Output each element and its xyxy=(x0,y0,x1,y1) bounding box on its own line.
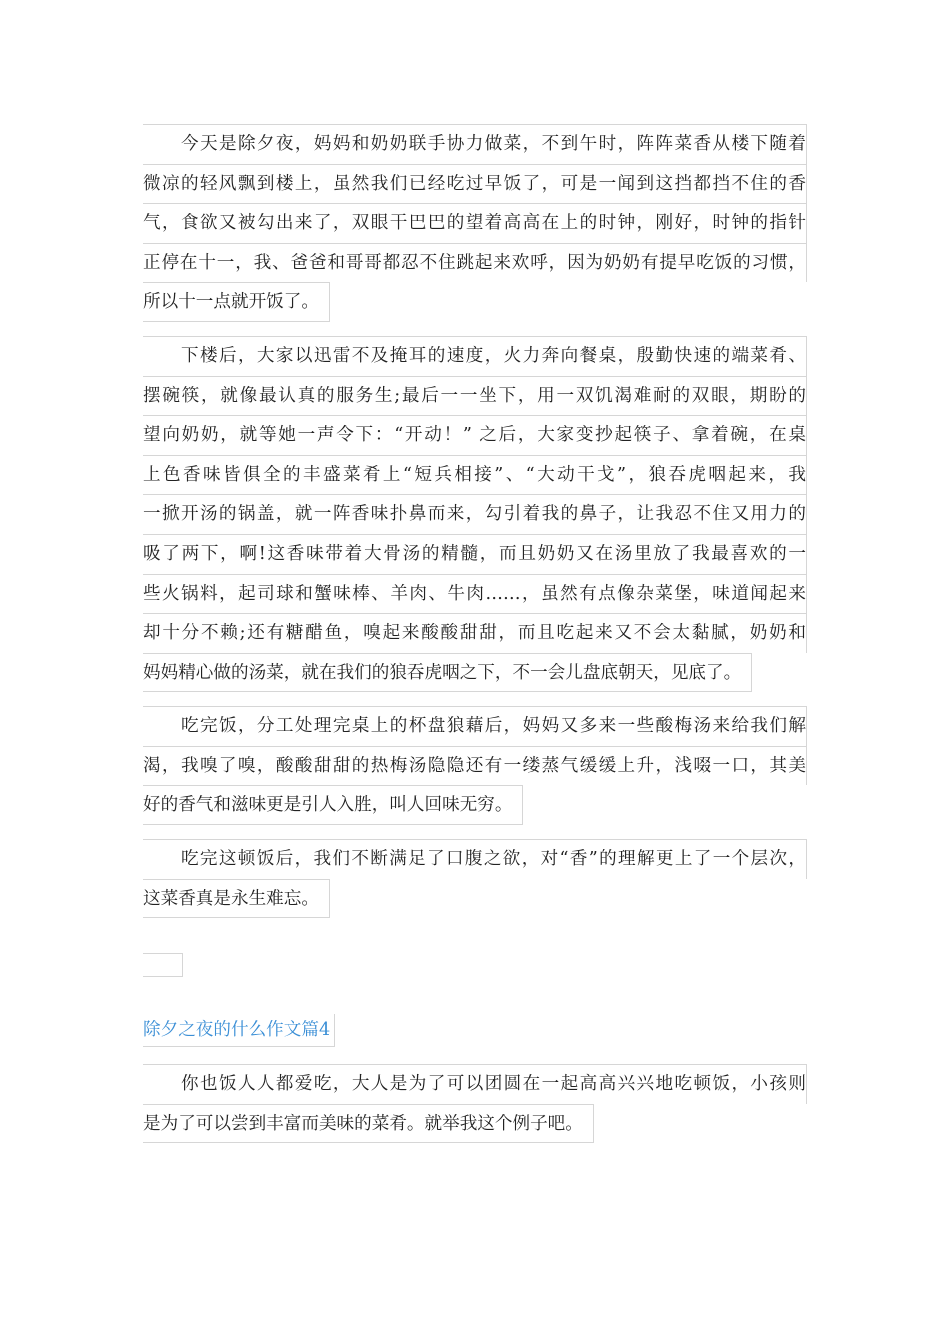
text-line: 摆碗筷，就像最认真的服务生;最后一一坐下，用一双饥渴难耐的双眼，期盼的 xyxy=(143,376,807,416)
text-line: 你也饭人人都爱吃，大人是为了可以团圆在一起高高兴兴地吃顿饭，小孩则 xyxy=(143,1064,807,1104)
paragraph-2 xyxy=(143,336,807,696)
text-line: 吸了两下，啊!这香味带着大骨汤的精髓，而且奶奶又在汤里放了我最喜欢的一 xyxy=(143,534,807,574)
empty-text-box xyxy=(143,953,183,977)
paragraph-5 xyxy=(143,1064,807,1147)
text-line: 一掀开汤的锅盖，就一阵香味扑鼻而来，勾引着我的鼻子，让我忍不住又用力的 xyxy=(143,494,807,534)
text-line: 望向奶奶，就等她一声令下：“开动！” 之后，大家变抄起筷子、拿着碗，在桌 xyxy=(143,415,807,455)
text-line: 是为了可以尝到丰富而美味的菜肴。就举我这个例子吧。 xyxy=(143,1104,594,1144)
text-line: 下楼后，大家以迅雷不及掩耳的速度，火力奔向餐桌，殷勤快速的端菜肴、 xyxy=(143,336,807,376)
text-line: 好的香气和滋味更是引人入胜，叫人回味无穷。 xyxy=(143,785,523,825)
text-line: 正停在十一，我、爸爸和哥哥都忍不住跳起来欢呼，因为奶奶有提早吃饭的习惯， xyxy=(143,243,807,283)
section-heading: 除夕之夜的什么作文篇4 xyxy=(143,1014,335,1047)
text-line: 今天是除夕夜，妈妈和奶奶联手协力做菜，不到午时，阵阵菜香从楼下随着 xyxy=(143,124,807,164)
text-line: 上色香味皆俱全的丰盛菜肴上“短兵相接”、“大动干戈”，狼吞虎咽起来，我 xyxy=(143,455,807,495)
paragraph-4 xyxy=(143,839,807,922)
text-line: 些火锅料，起司球和蟹味棒、羊肉、牛肉……，虽然有点像杂菜堡，味道闻起来 xyxy=(143,574,807,614)
text-line: 微凉的轻风飘到楼上，虽然我们已经吃过早饭了，可是一闻到这挡都挡不住的香 xyxy=(143,164,807,204)
text-line: 这菜香真是永生难忘。 xyxy=(143,879,330,919)
paragraph-1 xyxy=(143,124,807,326)
text-line: 渴，我嗅了嗅，酸酸甜甜的热梅汤隐隐还有一缕蒸气缓缓上升，浅啜一口，其美 xyxy=(143,746,807,786)
text-line: 吃完这顿饭后，我们不断满足了口腹之欲，对“香”的理解更上了一个层次， xyxy=(143,839,807,879)
paragraph-3 xyxy=(143,706,807,829)
text-line: 所以十一点就开饭了。 xyxy=(143,282,330,322)
text-line: 妈妈精心做的汤菜，就在我们的狼吞虎咽之下，不一会儿盘底朝天，见底了。 xyxy=(143,653,752,693)
text-line: 气，食欲又被勾出来了，双眼干巴巴的望着高高在上的时钟，刚好，时钟的指针 xyxy=(143,203,807,243)
text-line: 吃完饭，分工处理完桌上的杯盘狼藉后，妈妈又多来一些酸梅汤来给我们解 xyxy=(143,706,807,746)
text-line: 却十分不赖;还有糖醋鱼，嗅起来酸酸甜甜，而且吃起来又不会太黏腻，奶奶和 xyxy=(143,613,807,653)
